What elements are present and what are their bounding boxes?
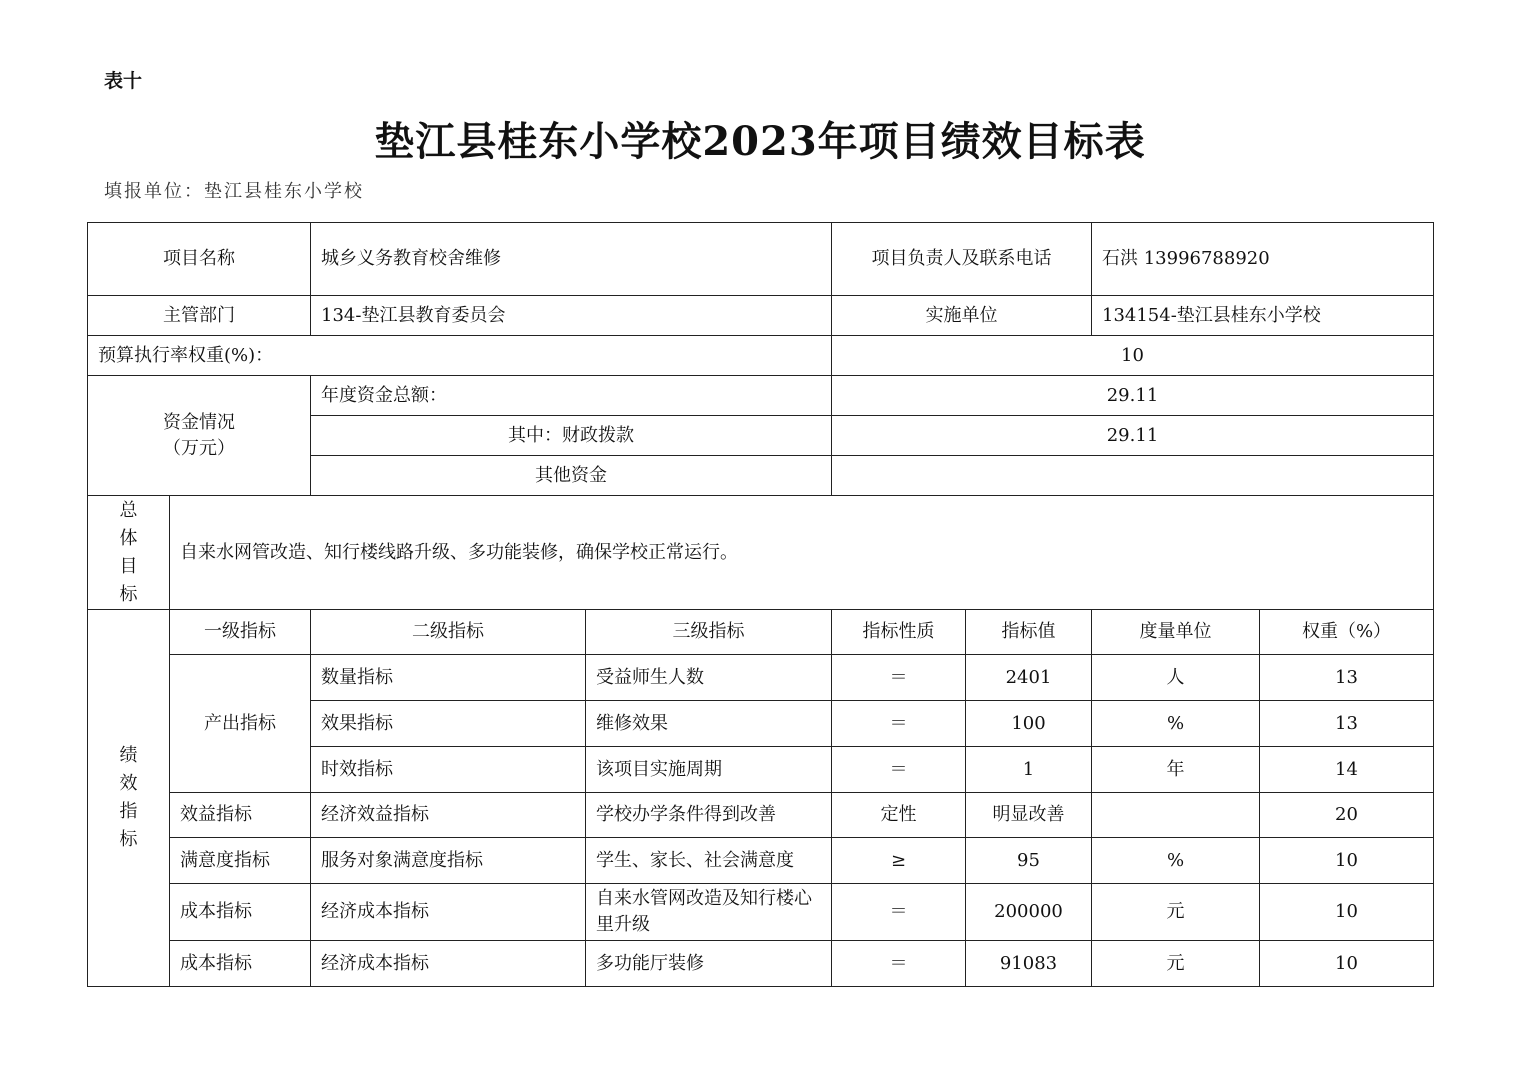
funds-label	[88, 376, 311, 496]
cell-level2: 经济成本指标	[311, 941, 586, 987]
cell-weight: 13	[1260, 655, 1434, 701]
header-unit: 度量单位	[1092, 610, 1260, 655]
cell-unit: %	[1092, 701, 1260, 747]
indicators-label-char: 标	[119, 829, 138, 850]
cell-weight: 10	[1260, 884, 1434, 941]
cell-nature: ＝	[832, 747, 966, 793]
unit-value: 134154-垫江县桂东小学校	[1092, 296, 1434, 336]
cell-unit: 元	[1092, 941, 1260, 987]
filling-unit: 填报单位：垫江县桂东小学校	[104, 181, 364, 202]
cell-level3: 学校办学条件得到改善	[586, 793, 832, 838]
budget-weight-label: 预算执行率权重(%)：	[88, 336, 832, 376]
indicators-label-char: 指	[119, 801, 138, 822]
table-header-row	[88, 610, 1434, 655]
table-row	[88, 793, 1434, 838]
cell-nature: 定性	[832, 793, 966, 838]
cell-nature: ＝	[832, 941, 966, 987]
cell-nature: ＝	[832, 701, 966, 747]
goal-label-char: 标	[119, 583, 138, 605]
cell-value: 100	[966, 701, 1092, 747]
unit-label: 实施单位	[832, 296, 1092, 336]
cell-value: 95	[966, 838, 1092, 884]
cell-value: 200000	[966, 884, 1092, 941]
funds-total-value: 29.11	[832, 376, 1434, 416]
cell-level1: 成本指标	[170, 884, 311, 941]
cell-value: 明显改善	[966, 793, 1092, 838]
funds-other-label: 其他资金	[311, 456, 832, 496]
table-row	[88, 884, 1434, 941]
funds-other-value	[832, 456, 1434, 496]
cell-level2: 数量指标	[311, 655, 586, 701]
table-row	[88, 336, 1434, 376]
funds-fiscal-value: 29.11	[832, 416, 1434, 456]
header-level1: 一级指标	[170, 610, 311, 655]
indicators-label	[88, 610, 170, 987]
dept-label: 主管部门	[88, 296, 311, 336]
cell-weight: 14	[1260, 747, 1434, 793]
table-row	[88, 296, 1434, 336]
cell-unit: 人	[1092, 655, 1260, 701]
cell-weight: 13	[1260, 701, 1434, 747]
indicators-label-char: 效	[119, 773, 138, 794]
funds-fiscal-label: 其中：财政拨款	[311, 416, 832, 456]
funds-total-label: 年度资金总额：	[311, 376, 832, 416]
leader-label: 项目负责人及联系电话	[832, 223, 1092, 296]
cell-level3: 学生、家长、社会满意度	[586, 838, 832, 884]
cell-level2: 效果指标	[311, 701, 586, 747]
page-title: 垫江县桂东小学校2023年项目绩效目标表	[374, 118, 1146, 165]
cell-level3: 维修效果	[586, 701, 832, 747]
table-row	[88, 496, 1434, 610]
header-level3: 三级指标	[586, 610, 832, 655]
cell-unit	[1092, 793, 1260, 838]
header-weight: 权重（%）	[1260, 610, 1434, 655]
table-row	[88, 223, 1434, 296]
goal-label-char: 总	[119, 499, 138, 521]
cell-value: 91083	[966, 941, 1092, 987]
header-value: 指标值	[966, 610, 1092, 655]
cell-level3: 该项目实施周期	[586, 747, 832, 793]
leader-value: 石洪 13996788920	[1092, 223, 1434, 296]
cell-weight: 10	[1260, 838, 1434, 884]
table-row	[88, 655, 1434, 701]
goal-label-char: 体	[119, 527, 138, 549]
cell-level2: 经济成本指标	[311, 884, 586, 941]
overall-goal-label	[88, 496, 170, 610]
cell-level3: 多功能厅装修	[586, 941, 832, 987]
cell-level2: 时效指标	[311, 747, 586, 793]
overall-goal-text: 自来水网管改造、知行楼线路升级、多功能装修，确保学校正常运行。	[170, 496, 1434, 610]
cell-nature: ＝	[832, 884, 966, 941]
funds-label-line2: （万元）	[163, 437, 235, 459]
cell-unit: 元	[1092, 884, 1260, 941]
cell-level2: 服务对象满意度指标	[311, 838, 586, 884]
table-row	[88, 838, 1434, 884]
table-row	[88, 941, 1434, 987]
indicators-label-char: 绩	[119, 745, 138, 766]
cell-nature: ＝	[832, 655, 966, 701]
cell-unit: 年	[1092, 747, 1260, 793]
cell-weight: 20	[1260, 793, 1434, 838]
dept-value: 134-垫江县教育委员会	[311, 296, 832, 336]
cell-level3: 自来水管网改造及知行楼心里升级	[586, 884, 832, 941]
cell-level1: 满意度指标	[170, 838, 311, 884]
funds-label-line1: 资金情况	[163, 411, 235, 433]
cell-value: 2401	[966, 655, 1092, 701]
table-row	[88, 376, 1434, 416]
cell-level1: 效益指标	[170, 793, 311, 838]
header-level2: 二级指标	[311, 610, 586, 655]
output-group-label: 产出指标	[170, 655, 311, 793]
table-tag: 表十	[104, 70, 143, 92]
cell-nature: ≥	[832, 838, 966, 884]
cell-level1: 成本指标	[170, 941, 311, 987]
performance-table	[87, 222, 1434, 987]
cell-unit: %	[1092, 838, 1260, 884]
budget-weight-value: 10	[832, 336, 1434, 376]
header-nature: 指标性质	[832, 610, 966, 655]
cell-value: 1	[966, 747, 1092, 793]
project-name-label: 项目名称	[88, 223, 311, 296]
cell-level3: 受益师生人数	[586, 655, 832, 701]
cell-weight: 10	[1260, 941, 1434, 987]
project-name-value: 城乡义务教育校舍维修	[311, 223, 832, 296]
cell-level2: 经济效益指标	[311, 793, 586, 838]
goal-label-char: 目	[119, 555, 138, 577]
